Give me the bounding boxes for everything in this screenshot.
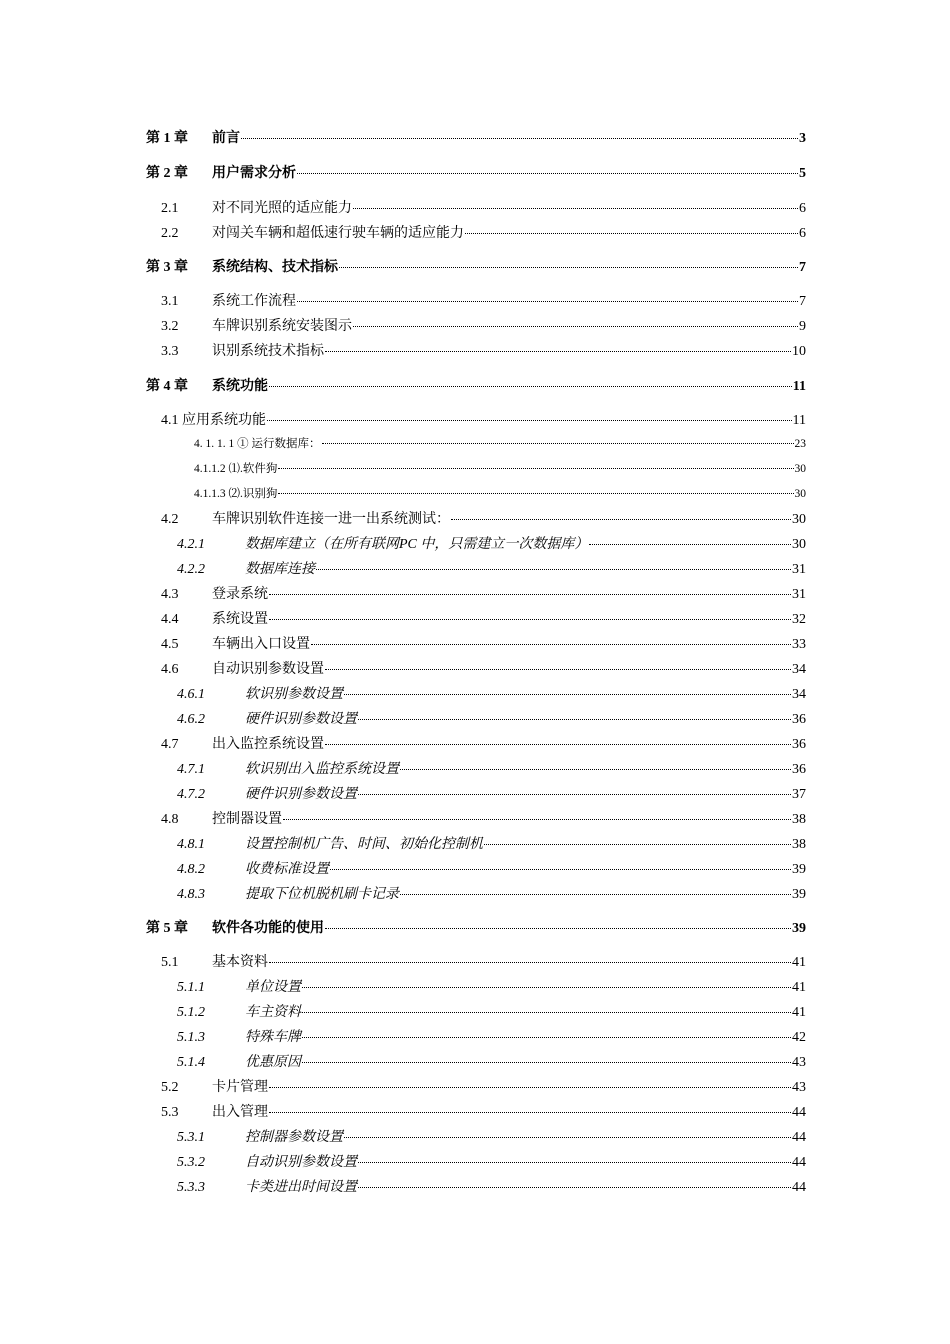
toc-entry-page: 39	[792, 862, 806, 877]
toc-entry-4-1-1-1[interactable]	[194, 435, 806, 457]
dot-leader	[322, 443, 794, 444]
toc-entry-title: 出入监控系统设置	[212, 737, 324, 752]
toc-entry-title: 前言	[212, 131, 240, 146]
toc-entry-number: 5.1.4	[177, 1055, 205, 1070]
toc-entry-title: 提取下位机脱机刷卡记录	[245, 887, 399, 902]
toc-entry-title: 车辆出入口设置	[212, 637, 310, 652]
dot-leader	[344, 1137, 791, 1138]
toc-entry-3-1[interactable]	[161, 290, 806, 312]
toc-entry-chapter-1[interactable]	[146, 127, 806, 149]
toc-entry-page: 23	[794, 438, 806, 450]
toc-entry-number: 5.3	[161, 1105, 179, 1120]
toc-entry-title: 自动识别参数设置	[245, 1155, 357, 1170]
toc-entry-4-3[interactable]	[161, 583, 806, 605]
dot-leader	[269, 594, 791, 595]
toc-entry-title: 车牌识别软件连接一进一出系统测试：	[212, 512, 450, 527]
toc-entry-page: 42	[792, 1030, 806, 1045]
toc-entry-title: 出入管理	[212, 1105, 268, 1120]
dot-leader	[297, 301, 798, 302]
toc-entry-page: 3	[799, 131, 806, 146]
toc-entry-page: 41	[792, 980, 806, 995]
dot-leader	[358, 1162, 791, 1163]
toc-entry-5-1-1[interactable]	[177, 976, 806, 998]
toc-entry-chapter-5[interactable]	[146, 917, 806, 939]
toc-entry-number: 第 2 章	[146, 166, 188, 181]
toc-entry-title: 卡片管理	[212, 1080, 268, 1095]
toc-entry-4-8[interactable]	[161, 808, 806, 830]
toc-entry-4-6-2[interactable]	[177, 708, 806, 730]
toc-entry-4-6[interactable]	[161, 658, 806, 680]
dot-leader	[451, 519, 791, 520]
toc-entry-number: 5.1.3	[177, 1030, 205, 1045]
toc-entry-page: 44	[792, 1130, 806, 1145]
toc-entry-number: 4.8.1	[177, 837, 205, 852]
dot-leader	[344, 694, 791, 695]
dot-leader	[400, 769, 791, 770]
toc-entry-number: 3.2	[161, 319, 179, 334]
toc-entry-page: 30	[792, 512, 806, 527]
toc-entry-page: 30	[794, 488, 806, 500]
dot-leader	[339, 267, 798, 268]
toc-entry-4-4[interactable]	[161, 608, 806, 630]
toc-entry-number: 第 1 章	[146, 131, 188, 146]
dot-leader	[325, 928, 791, 929]
dot-leader	[330, 869, 791, 870]
dot-leader	[269, 962, 791, 963]
dot-leader	[241, 138, 798, 139]
toc-entry-page: 6	[799, 226, 806, 241]
toc-entry-number: 5.3.2	[177, 1155, 205, 1170]
toc-entry-title: 系统工作流程	[212, 294, 296, 309]
toc-entry-number: 5.2	[161, 1080, 179, 1095]
dot-leader	[358, 1187, 791, 1188]
toc-entry-title: 自动识别参数设置	[212, 662, 324, 677]
toc-entry-page: 38	[792, 812, 806, 827]
toc-entry-title: 车主资料	[245, 1005, 301, 1020]
toc-entry-number: 4.2	[161, 512, 179, 527]
toc-entry-number: 5.1	[161, 955, 179, 970]
dot-leader	[302, 1062, 791, 1063]
toc-entry-4-1-1-2[interactable]	[194, 460, 806, 482]
toc-entry-4-7[interactable]	[161, 733, 806, 755]
toc-entry-page: 39	[792, 921, 806, 936]
toc-entry-5-1-3[interactable]	[177, 1026, 806, 1048]
toc-entry-number: 4.6.1	[177, 687, 205, 702]
toc-entry-page: 43	[792, 1055, 806, 1070]
toc-entry-number: 4.8	[161, 812, 179, 827]
toc-entry-page: 44	[792, 1180, 806, 1195]
toc-entry-title: 车牌识别系统安装图示	[212, 319, 352, 334]
toc-entry-title: 软件各功能的使用	[212, 921, 324, 936]
toc-entry-5-3[interactable]	[161, 1101, 806, 1123]
toc-entry-number: 3.3	[161, 344, 179, 359]
toc-entry-5-1[interactable]	[161, 951, 806, 973]
toc-entry-page: 11	[792, 379, 806, 394]
toc-entry-page: 36	[792, 737, 806, 752]
dot-leader	[302, 1037, 791, 1038]
toc-entry-page: 34	[792, 662, 806, 677]
toc-entry-4-7-2[interactable]	[177, 783, 806, 805]
toc-entry-page: 30	[792, 537, 806, 552]
toc-entry-title: 登录系统	[212, 587, 268, 602]
toc-entry-title: 优惠原因	[245, 1055, 301, 1070]
toc-entry-4-1-1-3[interactable]	[194, 485, 806, 507]
toc-entry-page: 41	[792, 1005, 806, 1020]
dot-leader	[302, 987, 791, 988]
toc-entry-number: 5.1.1	[177, 980, 205, 995]
toc-entry-page: 33	[792, 637, 806, 652]
toc-entry-2-1[interactable]	[161, 197, 806, 219]
toc-entry-title: 卡类进出时间设置	[245, 1180, 357, 1195]
toc-entry-page: 36	[792, 712, 806, 727]
toc-entry-number: 第 4 章	[146, 379, 188, 394]
toc-entry-4-7-1[interactable]	[177, 758, 806, 780]
toc-entry-page: 44	[792, 1155, 806, 1170]
toc-entry-4-2-2[interactable]	[177, 558, 806, 580]
dot-leader	[325, 669, 791, 670]
dot-leader	[302, 1012, 791, 1013]
toc-entry-5-1-2[interactable]	[177, 1001, 806, 1023]
toc-entry-page: 41	[792, 955, 806, 970]
toc-entry-number: 5.3.1	[177, 1130, 205, 1145]
toc-entry-5-3-3[interactable]	[177, 1176, 806, 1198]
toc-entry-chapter-2[interactable]	[146, 162, 806, 184]
toc-entry-title: 单位设置	[245, 980, 301, 995]
toc-entry-number: 4.5	[161, 637, 179, 652]
toc-entry-title: 硬件识别参数设置	[245, 712, 357, 727]
dot-leader	[358, 794, 791, 795]
dot-leader	[358, 719, 791, 720]
toc-entry-title: 系统功能	[212, 379, 268, 394]
toc-entry-title: 基本资料	[212, 955, 268, 970]
toc-entry-5-3-1[interactable]	[177, 1126, 806, 1148]
dot-leader	[353, 326, 798, 327]
toc-entry-title: 系统设置	[212, 612, 268, 627]
toc-entry-4-8-2[interactable]	[177, 858, 806, 880]
dot-leader	[484, 844, 791, 845]
dot-leader	[283, 819, 791, 820]
toc-entry-number: 4.6	[161, 662, 179, 677]
toc-entry-number: 4.8.3	[177, 887, 205, 902]
toc-entry-title: 4. 1. 1. 1 ① 运行数据库：	[194, 438, 321, 450]
toc-entry-4-6-1[interactable]	[177, 683, 806, 705]
toc-entry-number: 5.1.2	[177, 1005, 205, 1020]
toc-entry-title: 4.1 应用系统功能	[161, 413, 266, 428]
toc-entry-page: 39	[792, 887, 806, 902]
toc-entry-title: 数据库连接	[245, 562, 315, 577]
toc-entry-title: 4.1.1.3 ⑵.识别狗	[194, 488, 278, 500]
toc-entry-3-3[interactable]	[161, 340, 806, 362]
toc-entry-title: 系统结构、技术指标	[212, 260, 338, 275]
dot-leader	[589, 544, 791, 545]
toc-entry-page: 7	[799, 260, 806, 275]
toc-entry-5-2[interactable]	[161, 1076, 806, 1098]
toc-entry-title: 软识别出入监控系统设置	[245, 762, 399, 777]
toc-entry-number: 第 5 章	[146, 921, 188, 936]
dot-leader	[325, 744, 791, 745]
dot-leader	[325, 351, 791, 352]
toc-entry-title: 软识别参数设置	[245, 687, 343, 702]
toc-entry-4-2-1[interactable]	[177, 533, 806, 555]
toc-entry-number: 2.2	[161, 226, 179, 241]
dot-leader	[269, 619, 791, 620]
dot-leader	[267, 420, 792, 421]
toc-entry-number: 4.7	[161, 737, 179, 752]
toc-entry-5-1-4[interactable]	[177, 1051, 806, 1073]
toc-entry-number: 4.2.2	[177, 562, 205, 577]
dot-leader	[278, 468, 793, 469]
toc-entry-page: 31	[792, 562, 806, 577]
toc-entry-number: 4.7.2	[177, 787, 205, 802]
toc-entry-page: 38	[792, 837, 806, 852]
toc-entry-page: 37	[792, 787, 806, 802]
toc-entry-page: 32	[792, 612, 806, 627]
dot-leader	[400, 894, 791, 895]
toc-entry-page: 31	[792, 587, 806, 602]
toc-entry-number: 4.2.1	[177, 537, 205, 552]
dot-leader	[465, 233, 798, 234]
toc-entry-page: 30	[794, 463, 806, 475]
toc-entry-title: 设置控制机广告、时间、初始化控制机	[245, 837, 483, 852]
toc-entry-number: 4.6.2	[177, 712, 205, 727]
toc-entry-page: 6	[799, 201, 806, 216]
dot-leader	[269, 1112, 791, 1113]
toc-entry-title: 控制器设置	[212, 812, 282, 827]
toc-entry-title: 识别系统技术指标	[212, 344, 324, 359]
toc-entry-page: 36	[792, 762, 806, 777]
toc-entry-page: 5	[799, 166, 806, 181]
toc-entry-4-8-1[interactable]	[177, 833, 806, 855]
dot-leader	[269, 386, 792, 387]
dot-leader	[353, 208, 798, 209]
toc-entry-number: 第 3 章	[146, 260, 188, 275]
toc-entry-title: 控制器参数设置	[245, 1130, 343, 1145]
toc-entry-title: 特殊车牌	[245, 1030, 301, 1045]
toc-entry-page: 34	[792, 687, 806, 702]
toc-entry-number: 2.1	[161, 201, 179, 216]
toc-entry-5-3-2[interactable]	[177, 1151, 806, 1173]
toc-entry-number: 4.3	[161, 587, 179, 602]
toc-entry-4-5[interactable]	[161, 633, 806, 655]
toc-entry-title: 数据库建立（在所有联网PC 中，只需建立一次数据库）	[245, 537, 589, 552]
dot-leader	[311, 644, 791, 645]
dot-leader	[316, 569, 791, 570]
toc-entry-title: 硬件识别参数设置	[245, 787, 357, 802]
toc-entry-4-1[interactable]	[161, 409, 806, 431]
toc-entry-title: 对不同光照的适应能力	[212, 201, 352, 216]
toc-entry-page: 9	[799, 319, 806, 334]
toc-entry-page: 10	[792, 344, 806, 359]
toc-entry-2-2[interactable]	[161, 222, 806, 244]
toc-entry-number: 5.3.3	[177, 1180, 205, 1195]
toc-entry-number: 3.1	[161, 294, 179, 309]
toc-entry-title: 收费标准设置	[245, 862, 329, 877]
toc-entry-page: 44	[792, 1105, 806, 1120]
toc-entry-title: 用户需求分析	[212, 166, 296, 181]
dot-leader	[269, 1087, 791, 1088]
dot-leader	[297, 173, 798, 174]
toc-entry-chapter-3[interactable]	[146, 256, 806, 278]
toc-entry-4-2[interactable]	[161, 508, 806, 530]
dot-leader	[278, 493, 793, 494]
toc-entry-title: 4.1.1.2 ⑴.软件狗	[194, 463, 278, 475]
toc-entry-page: 7	[799, 294, 806, 309]
toc-entry-3-2[interactable]	[161, 315, 806, 337]
toc-entry-number: 4.8.2	[177, 862, 205, 877]
toc-entry-number: 4.7.1	[177, 762, 205, 777]
toc-entry-chapter-4[interactable]	[146, 375, 806, 397]
toc-entry-page: 11	[792, 413, 806, 428]
toc-entry-number: 4.4	[161, 612, 179, 627]
toc-entry-title: 对闯关车辆和超低速行驶车辆的适应能力	[212, 226, 464, 241]
toc-entry-page: 43	[792, 1080, 806, 1095]
toc-entry-4-8-3[interactable]	[177, 883, 806, 905]
